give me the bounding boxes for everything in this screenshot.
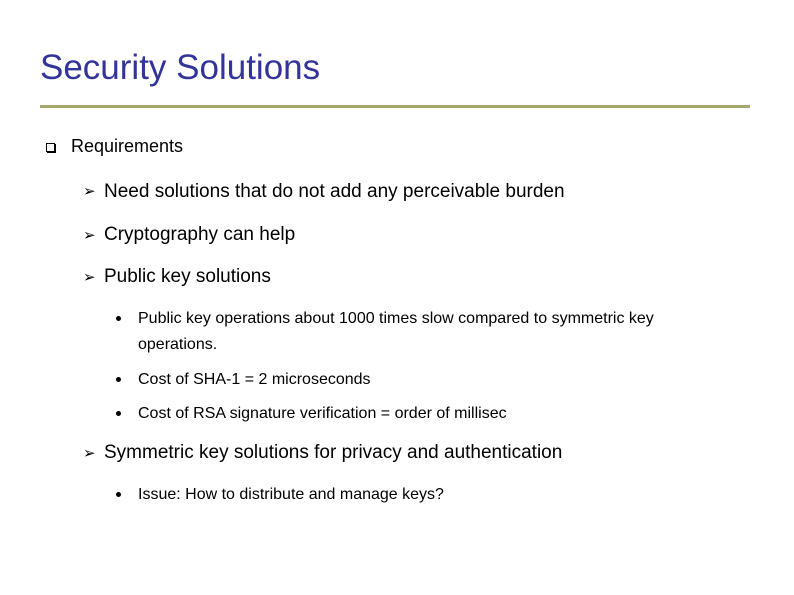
requirements-heading: Requirements (71, 136, 184, 156)
item-cryptography: Cryptography can help (104, 224, 296, 245)
detail-public-key-cost-line1: Public key operations about 1000 times slow compared to symmetric key (138, 310, 654, 327)
dot-bullet-icon (116, 411, 121, 416)
arrow-bullet-icon: ➢ (83, 227, 96, 244)
dot-bullet-icon (116, 377, 121, 382)
arrow-bullet-icon: ➢ (83, 183, 96, 200)
item-symmetric-key: Symmetric key solutions for privacy and authentication (104, 442, 563, 463)
detail-public-key-cost-line2: operations. (138, 336, 218, 353)
detail-rsa-cost: Cost of RSA signature verification = order of millisec (138, 405, 507, 422)
slide-title: Security Solutions (40, 48, 321, 87)
detail-key-distribution-issue: Issue: How to distribute and manage keys? (138, 486, 444, 503)
detail-sha1-cost: Cost of SHA-1 = 2 microseconds (138, 371, 371, 388)
hollow-square-icon (46, 143, 55, 152)
title-divider (40, 105, 750, 108)
dot-bullet-icon (116, 492, 121, 497)
arrow-bullet-icon: ➢ (83, 445, 96, 462)
item-public-key: Public key solutions (104, 266, 271, 287)
dot-bullet-icon (116, 316, 121, 321)
item-burden: Need solutions that do not add any perceivable burden (104, 181, 565, 202)
arrow-bullet-icon: ➢ (83, 269, 96, 286)
